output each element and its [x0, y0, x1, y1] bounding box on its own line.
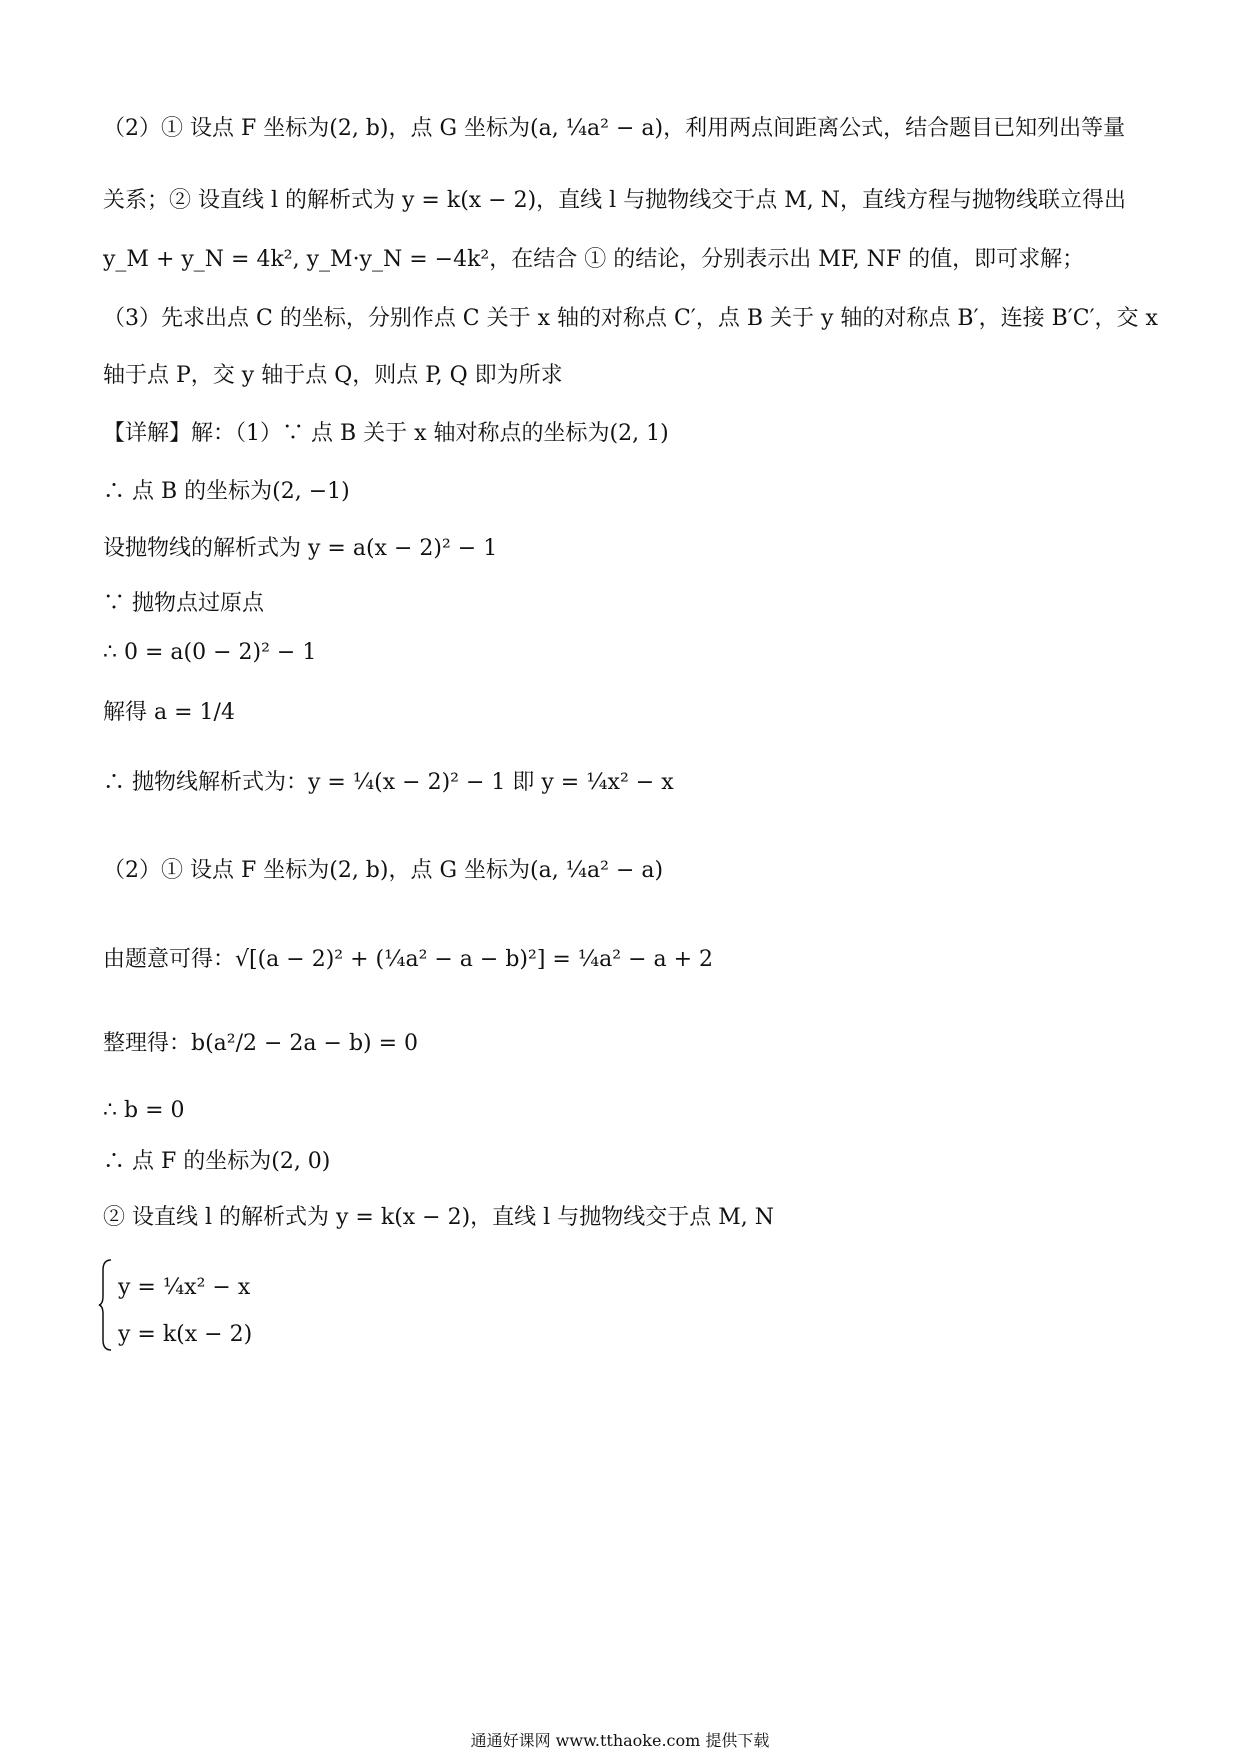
- solution-line-origin: ∵ 抛物点过原点: [103, 591, 264, 616]
- footer-source: 通通好课网 www.tthaoke.com 提供下载: [470, 1731, 770, 1750]
- analysis-line-5: 轴于点 P，交 y 轴于点 Q，则点 P, Q 即为所求: [103, 363, 563, 388]
- solution-line-parabola: 设抛物线的解析式为 y = a(x − 2)² − 1: [103, 536, 498, 561]
- part2-line-f: ∴ 点 F 的坐标为(2, 0): [103, 1149, 331, 1174]
- solution-heading: 【详解】解：（1）∵ 点 B 关于 x 轴对称点的坐标为(2, 1): [103, 421, 669, 446]
- system-equation-2: y = k(x − 2): [118, 1322, 253, 1347]
- solution-line-expression: ∴ 抛物线解析式为：y = ¼(x − 2)² − 1 即 y = ¼x² − x: [103, 770, 674, 795]
- analysis-line-3: y_M + y_N = 4k², y_M·y_N = −4k²，在结合 ① 的结论，分别表示出 MF, NF 的值，即可求解；: [103, 247, 1085, 272]
- analysis-line-4: （3）先求出点 C 的坐标，分别作点 C 关于 x 轴的对称点 C′，点 B 关于 y 轴的对称点 B′，连接 B′C′，交 x: [103, 306, 1158, 331]
- solution-line-substitute: ∴ 0 = a(0 − 2)² − 1: [103, 640, 317, 665]
- part2-line-coords: （2）① 设点 F 坐标为(2, b)，点 G 坐标为(a, ¼a² − a): [103, 858, 664, 883]
- analysis-line-1: （2）① 设点 F 坐标为(2, b)，点 G 坐标为(a, ¼a² − a)，利用两点间距离公式，结合题目已知列出等量: [103, 116, 1126, 141]
- solution-line-a: 解得 a = 1/4: [103, 700, 235, 725]
- solution-line-b: ∴ 点 B 的坐标为(2, −1): [103, 479, 350, 504]
- part2-line-b0: ∴ b = 0: [103, 1098, 185, 1123]
- part2-line-l: ② 设直线 l 的解析式为 y = k(x − 2)，直线 l 与抛物线交于点 M, N: [103, 1205, 774, 1230]
- part2-line-distance: 由题意可得：√[(a − 2)² + (¼a² − a − b)²] = ¼a² − a + 2: [103, 947, 714, 972]
- system-equation-1: y = ¼x² − x: [118, 1275, 251, 1300]
- analysis-line-2: 关系；② 设直线 l 的解析式为 y = k(x − 2)，直线 l 与抛物线交于点 M, N，直线方程与抛物线联立得出: [103, 188, 1126, 213]
- part2-line-simplify: 整理得：b(a²/2 − 2a − b) = 0: [103, 1031, 419, 1056]
- system-brace: [98, 1258, 114, 1352]
